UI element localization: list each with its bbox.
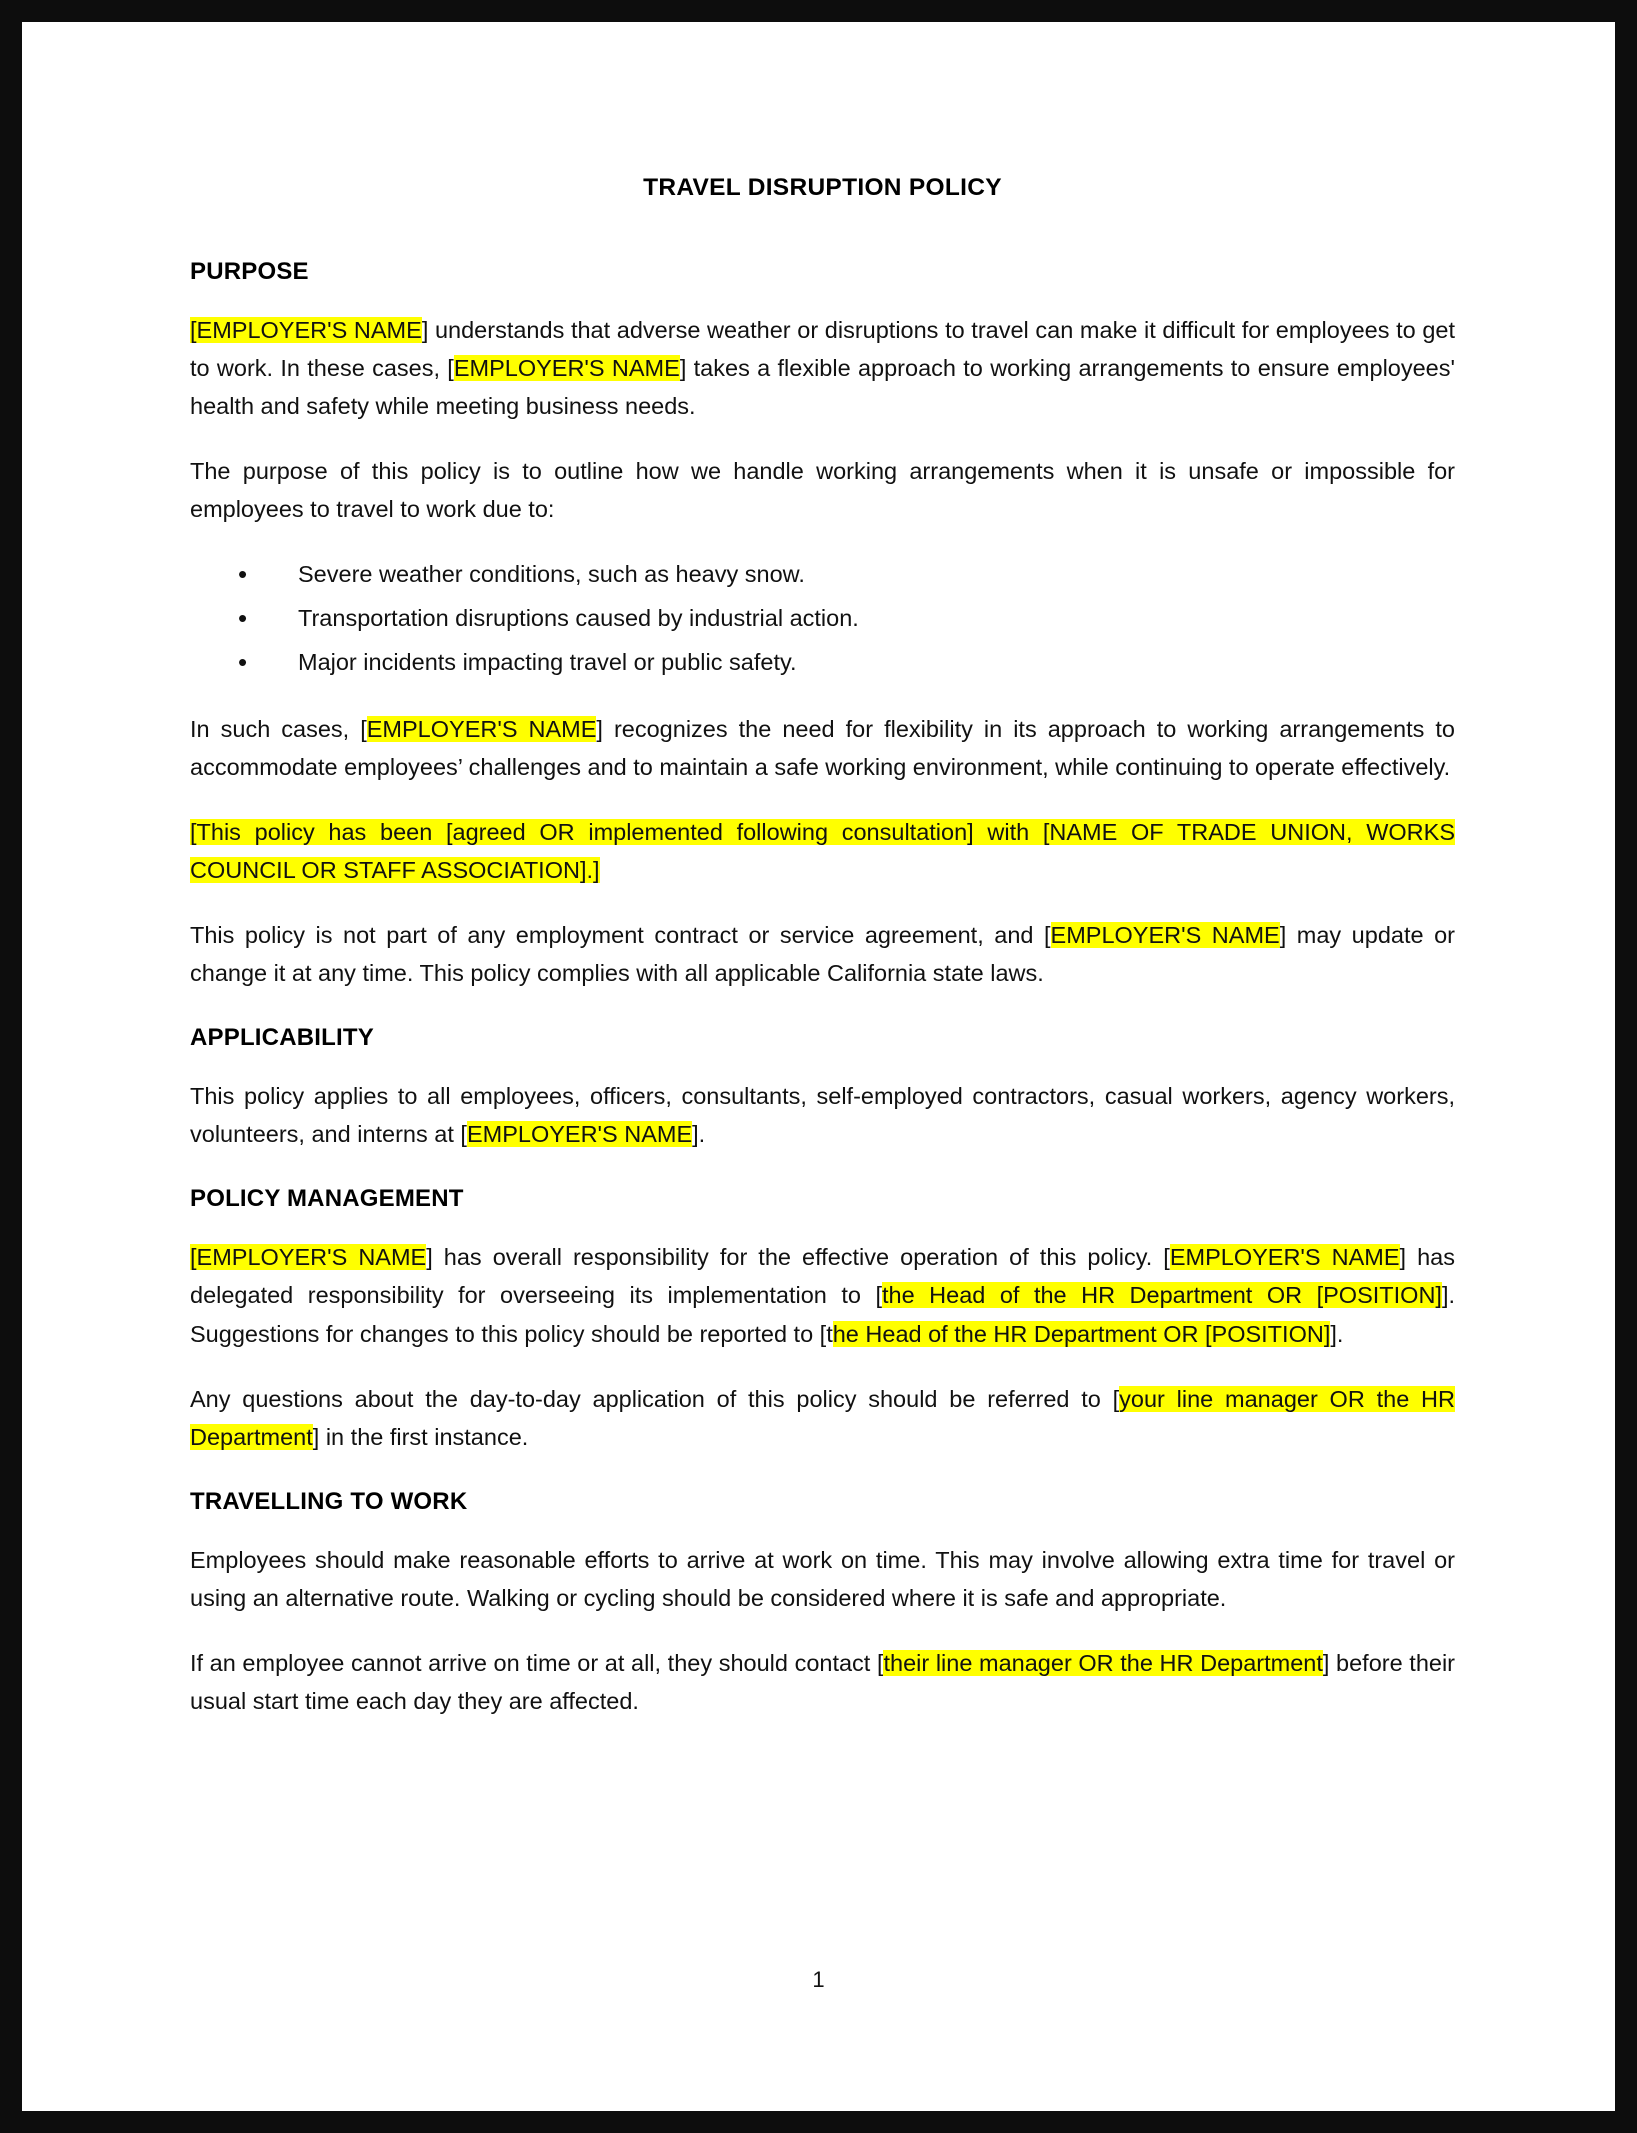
travelling-paragraph-2 [190,1644,1455,1720]
placeholder-employers-name: [EMPLOYER'S NAME [190,1244,427,1271]
list-item: • Major incidents impacting travel or public safety. [190,643,1455,681]
purpose-p1-text-2: ] takes a flexible approach to working arrangements to ensure employees' health and safety while meeting business needs. [190,355,1455,420]
purpose-paragraph-1 [190,311,1455,425]
tw-p2-text-0: If an employee cannot arrive on time or at all, they should contact [ [190,1650,884,1677]
list-item: • Transportation disruptions caused by industrial action. [190,599,1455,637]
page-number: 1 [812,1967,825,1992]
applicability-p1-text-1: ]. [692,1121,706,1148]
applicability-p1-text-0: This policy applies to all employees, officers, consultants, self-employed contractors, casual workers, agency workers, volunteers, and interns at [ [190,1083,1455,1148]
placeholder-head-of-hr-position: he Head of the HR Department OR [POSITION] [832,1320,1331,1347]
section-heading-purpose: PURPOSE [190,257,309,285]
placeholder-employers-name: EMPLOYER'S NAME [466,1121,693,1148]
policy-management-paragraph-1 [190,1238,1455,1352]
placeholder-employers-name: EMPLOYER'S NAME [1169,1244,1400,1271]
purpose-p3-text-1: ] recognizes the need for flexibility in its approach to working arrangements to accommodate employees’ challenges and to maintain a safe working environment, while continuing to operate effectively. [190,715,1455,780]
applicability-paragraph-1 [190,1077,1455,1153]
page-title: TRAVEL DISRUPTION POLICY [643,174,1002,201]
placeholder-employers-name: EMPLOYER'S NAME [1050,921,1280,948]
list-item: • Severe weather conditions, such as heavy snow. [190,555,1455,593]
purpose-p5-text-0: This policy is not part of any employment contract or service agreement, and [ [190,921,1051,948]
policy-management-paragraph-2 [190,1380,1455,1456]
pm-p1-text-3: ]. Suggestions for changes to this policy should be reported to [ [190,1282,1456,1347]
section-heading-applicability: APPLICABILITY [190,1023,374,1051]
placeholder-line-manager-or-hr: their line manager OR the HR Department [883,1650,1323,1677]
purpose-bullet-list [190,555,1455,681]
section-heading-travelling-to-work: TRAVELLING TO WORK [190,1487,468,1515]
pm-p1-text-2: ] has delegated responsibility for overseeing its implementation to [ [190,1244,1455,1309]
purpose-paragraph-3 [190,710,1455,786]
purpose-p1-text-1: ] understands that adverse weather or disruptions to travel can make it difficult for employees to get to work. In these cases, [ [190,317,1455,382]
pm-p2-text-1: ] in the first instance. [312,1423,529,1450]
purpose-paragraph-5 [190,916,1455,992]
tw-p2-text-1: ] before their usual start time each day they are affected. [190,1650,1456,1715]
purpose-p3-text-0: In such cases, [ [190,715,367,742]
placeholder-employers-name: EMPLOYER'S NAME [366,715,597,742]
pm-p1-text-1: ] has overall responsibility for the effective operation of this policy. [ [426,1244,1170,1271]
purpose-p5-text-1: ] may update or change it at any time. This policy complies with all applicable California state laws. [190,921,1455,986]
document-page [22,22,1615,2111]
pm-p1-text-5: ]. [1330,1320,1344,1347]
pm-p1-text-4: t [826,1320,833,1347]
section-heading-policy-management: POLICY MANAGEMENT [190,1185,464,1213]
purpose-paragraph-4-highlighted [190,813,1455,889]
placeholder-employers-name: [EMPLOYER'S NAME [190,317,422,344]
placeholder-head-of-hr-position: the Head of the HR Department OR [POSITION] [881,1282,1442,1309]
placeholder-trade-union-clause: [This policy has been [agreed OR implemented following consultation] with [NAME OF TRADE UNION, WORKS COUNCIL OR STAFF ASSOCIATION].] [190,818,1455,883]
pm-p2-text-0: Any questions about the day-to-day application of this policy should be referred to [ [190,1385,1120,1412]
travelling-paragraph-1: Employees should make reasonable efforts to arrive at work on time. This may involve allowing extra time for travel or using an alternative route. Walking or cycling should be considered where it is safe and appropriate. [190,1546,1455,1611]
placeholder-employers-name: EMPLOYER'S NAME [453,355,680,382]
purpose-paragraph-2: The purpose of this policy is to outline how we handle working arrangements when it is unsafe or impossible for employees to travel to work due to: [190,458,1455,523]
placeholder-line-manager-or-hr: your line manager OR the HR Department [190,1385,1455,1450]
